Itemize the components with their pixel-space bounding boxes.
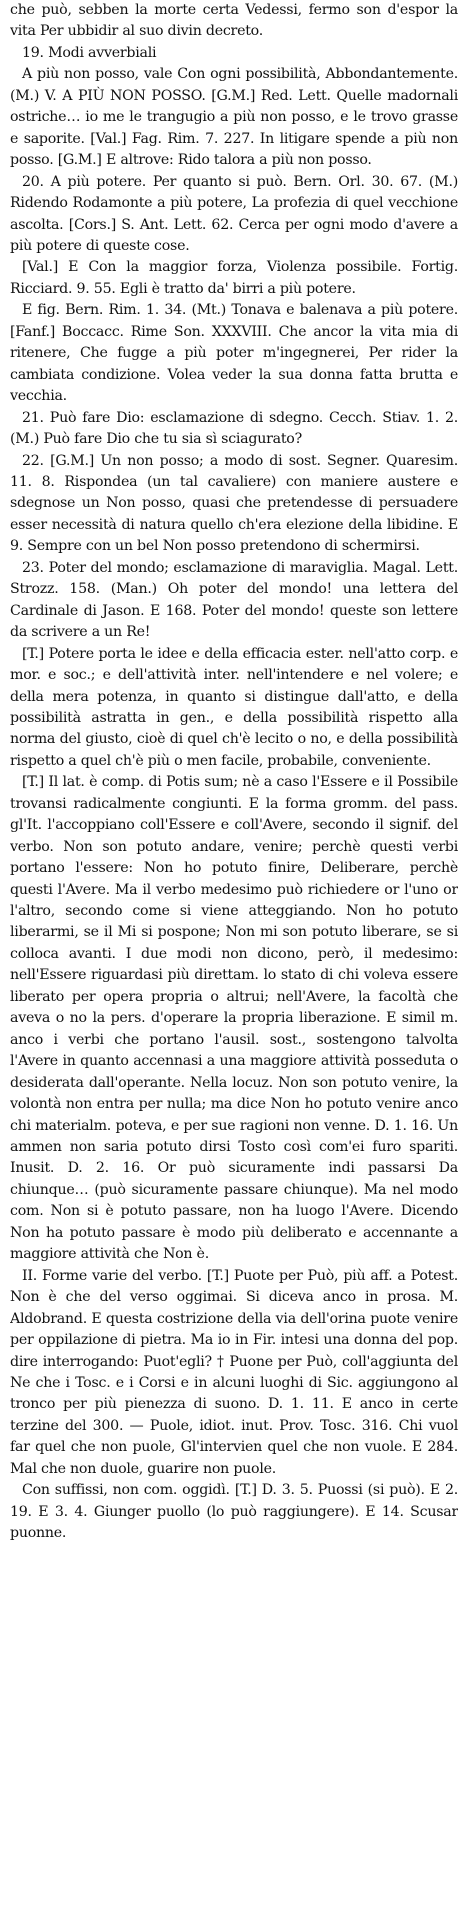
section-heading-19: 19. Modi avverbiali <box>22 44 157 61</box>
paragraph-continuation: che può, sebben la morte certa Vedessi, fermo son d'espor la vita Per ubbidir al suo divin decreto. <box>10 2 458 40</box>
entry-20-a-piu-potere: 20. A più potere. Per quanto si può. Bern. Orl. 30. 67. (M.) Ridendo Rodamonte a più potere, La profezia di quel vecchione ascolta. [Cors.] S. Ant. Lett. 62. Cerca per ogni modo d'avere a più potere di queste cose. <box>10 173 458 254</box>
entry-maggior-forza: [Val.] E Con la maggior forza, Violenza possibile. Fortig. Ricciard. 9. 55. Egli è tratto da' birri a più potere. <box>10 259 458 297</box>
note-lat-comp: [T.] Il lat. è comp. di Potis sum; nè a caso l'Essere e il Possibile trovansi radicalmente congiunti. E la forma gromm. del pass. gl'It. l'accoppiano coll'Essere e coll'Avere, secondo il signif. del verbo. Non son potuto andare, venire; perchè questi verbi portano l'essere: Non ho potuto finire, Deliberare, perchè questi l'Avere. Ma il verbo medesimo può richiedere or l'uno or l'altro, secondo come si viene atteggiando. Non ho potuto liberarmi, se il Mi si pospone; Non mi son potuto liberare, se si colloca avanti. I due modi non dicono, però, il medesimo: nell'Essere riguardasi più direttam. lo stato di chi voleva essere liberato per opera propria o altrui; nell'Avere, la facoltà che aveva o no la pers. d'operare la propria liberazione. E simil m. anco i verbi che portano l'ausil. sost., sostengono talvolta l'Avere in quanto accennasi a una maggiore attività posseduta o desiderata dall'operante. Nella locuz. Non son potuto venire, la volontà non entra per nulla; ma dice Non ho potuto venire anco chi materialm. poteva, e per sue ragioni non venne. D. 1. 16. Un ammen non saria potuto dirsi Tosto così com'ei furo spariti. Inusit. D. 2. 16. Or può sicuramente indi passarsi Da chiunque… (può sicuramente passare chiunque). Ma nel modo com. Non si è potuto passare, non ha luogo l'Avere. Dicendo Non ha potuto passare è modo più deliberato e accennante a maggiore attività che Non è. <box>10 774 458 1263</box>
entry-21-puo-fare-dio: 21. Può fare Dio: esclamazione di sdegno. Cecch. Stiav. 1. 2. (M.) Può fare Dio che tu sia sì sciagurato? <box>10 409 458 448</box>
entry-22-un-non-posso: 22. [G.M.] Un non posso; a modo di sost. Segner. Quaresim. 11. 8. Rispondea (un tal cavaliere) con maniere austere e sdegnose un Non posso, quasi che pretendesse di persuadere esser necessità di natura quello ch'era elezione della libidine. E 9. Sempre con un bel Non posso pretendono di schermirsi. <box>10 452 458 555</box>
entry-23-poter-del-mondo: 23. Poter del mondo; esclamazione di maraviglia. Magal. Lett. Strozz. 158. (Man.) Oh poter del mondo! una lettera del Cardinale di Jason. E 168. Poter del mondo! queste son lettere da scrivere a un Re! <box>10 559 458 641</box>
note-potere-idee: [T.] Potere porta le idee e della efficacia ester. nell'atto corp. e mor. e soc.; e dell'attività inter. nell'intendere e nel volere; e della mera potenza, in quanto si distingue dall'atto, e della possibilità astratta in gen., e della possibilità rispetto alla norma del giusto, cioè di quel ch'è lecito o no, e della possibilità rispetto a quel ch'è più o men facile, probabile, conveniente. <box>10 645 458 769</box>
dictionary-page <box>10 0 458 1909</box>
section-ii-forme-varie: II. Forme varie del verbo. [T.] Puote per Può, più aff. a Potest. Non è che del verso oggimai. Si diceva anco in prosa. M. Aldobrand. E questa costrizione della via dell'orina puote venire per oppilazione di pietra. Ma io in Fir. intesi una donna del pop. dire interrogando: Puot'egli? † Puone per Può, coll'aggiunta del Ne che i Tosc. e i Corsi e in alcuni luoghi di Sic. aggiungono al tronco per più pienezza di suono. D. 1. 11. E anco in certe terzine del 300. — Puole, idiot. inut. Prov. Tosc. 316. Chi vuol far quel che non puole, Gl'intervien quel che non vuole. E 284. Mal che non duole, guarire non puole. <box>10 1267 458 1477</box>
entry-con-suffissi: Con suffissi, non com. oggidì. [T.] D. 3. 5. Puossi (si può). E 2. 19. E 3. 4. Giunger puollo (lo può raggiungere). E 14. Scusar puonne. <box>10 1482 458 1542</box>
entry-fig: E fig. Bern. Rim. 1. 34. (Mt.) Tonava e balenava a più potere. [Fanf.] Boccacc. Rime Son. XXXVIII. Che ancor la vita mia di ritenere, Che fugge a più poter m'ingegnerei, Per rider la cambiata condizione. Volea veder la sua donna fatta brutta e vecchia. <box>10 302 458 405</box>
entry-a-piu-non-posso: A più non posso, vale Con ogni possibilità, Abbondantemente. (M.) V. A PIÙ NON POSSO. [G.M.] Red. Lett. Quelle madornali ostriche… io me le trangugio a più non posso, e le trovo grasse e saporite. [Val.] Fag. Rim. 7. 227. In litigare spende a più non posso. [G.M.] E altrove: Rido talora a più non posso. <box>10 66 458 169</box>
